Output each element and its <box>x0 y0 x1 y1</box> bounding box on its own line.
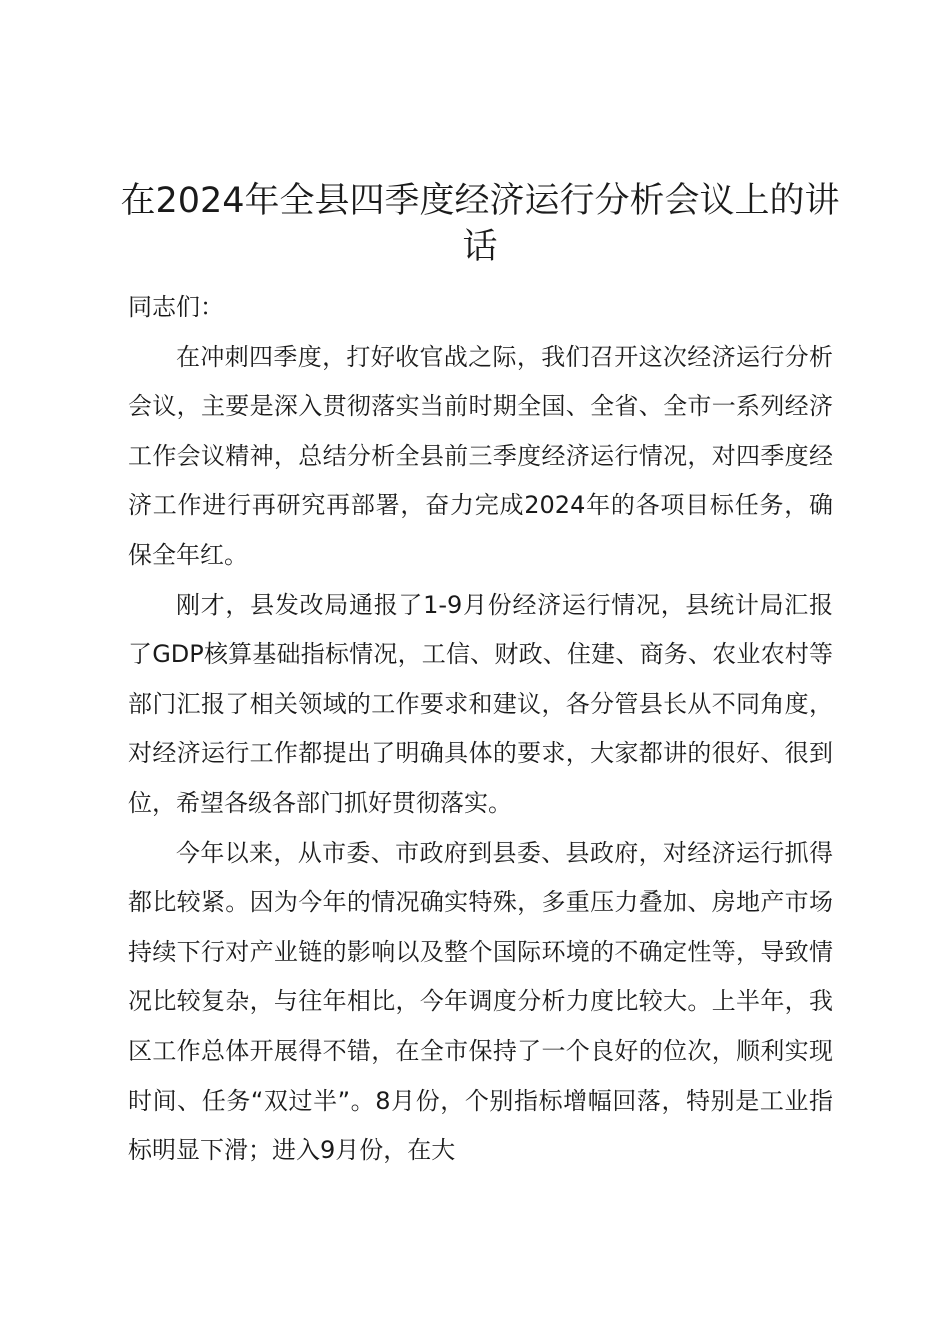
paragraph-3: 今年以来，从市委、市政府到县委、县政府，对经济运行抓得都比较紧。因为今年的情况确实特殊，多重压力叠加、房地产市场持续下行对产业链的影响以及整个国际环境的不确定性等，导致情况比较复杂，与往年相比，今年调度分析力度比较大。上半年，我区工作总体开展得不错，在全市保持了一个良好的位次，顺利实现时间、任务“双过半”。8月份，个别指标增幅回落，特别是工业指标明显下滑；进入9月份，在大 <box>128 838 833 1165</box>
document-body <box>128 283 833 1176</box>
document-title: 在2024年全县四季度经济运行分析会议上的讲话 <box>120 181 840 267</box>
paragraph-2: 刚才，县发改局通报了1-9月份经济运行情况，县统计局汇报了GDP核算基础指标情况，工信、财政、住建、商务、农业农村等部门汇报了相关领域的工作要求和建议，各分管县长从不同角度，对经济运行工作都提出了明确具体的要求，大家都讲的很好、很到位，希望各级各部门抓好贯彻落实。 <box>128 590 833 817</box>
salutation: 同志们： <box>128 293 224 321</box>
paragraph-1: 在冲刺四季度，打好收官战之际，我们召开这次经济运行分析会议，主要是深入贯彻落实当前时期全国、全省、全市一系列经济工作会议精神，总结分析全县前三季度经济运行情况，对四季度经济工作进行再研究再部署，奋力完成2024年的各项目标任务，确保全年红。 <box>128 342 833 569</box>
